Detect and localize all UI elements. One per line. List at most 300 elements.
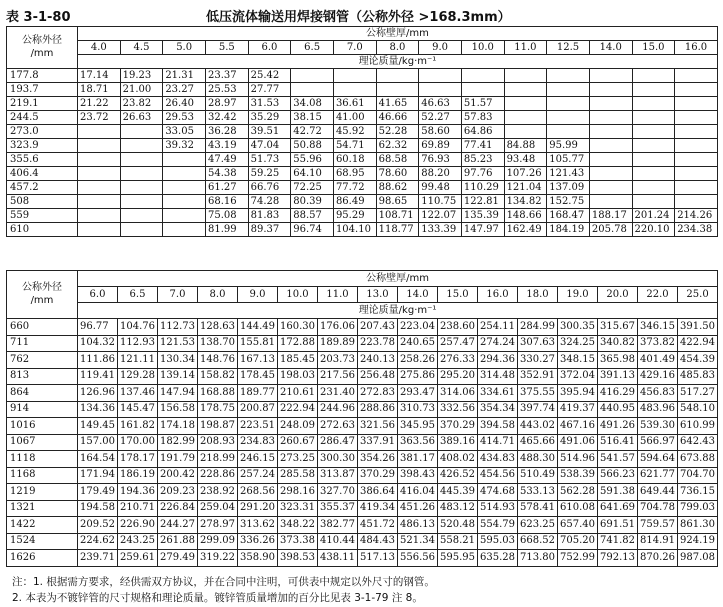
- thickness-cell: 6.5: [291, 41, 334, 55]
- mass-cell: [333, 83, 376, 97]
- thickness-cell: 11.0: [504, 41, 547, 55]
- mass-cell: 375.55: [518, 385, 558, 402]
- mass-cell: 110.75: [419, 195, 462, 209]
- mass-cell: [632, 139, 675, 153]
- mass-cell: 47.49: [205, 153, 248, 167]
- table-row: [7, 97, 718, 111]
- table-row: [7, 352, 718, 369]
- mass-cell: 259.04: [198, 500, 238, 517]
- od-cell: 1067: [7, 434, 78, 451]
- mass-cell: [163, 209, 206, 223]
- mass-cell: 139.14: [158, 368, 198, 385]
- mass-cell: [675, 111, 718, 125]
- mass-cell: 228.86: [198, 467, 238, 484]
- mass-cell: [589, 181, 632, 195]
- mass-cell: 152.75: [547, 195, 590, 209]
- mass-cell: 533.13: [518, 484, 558, 501]
- mass-cell: 222.94: [278, 401, 318, 418]
- od-cell: 1626: [7, 550, 78, 567]
- mass-cell: 517.13: [358, 550, 398, 567]
- mass-cell: 119.41: [78, 368, 118, 385]
- mass-cell: 554.79: [478, 517, 518, 534]
- mass-cell: 217.56: [318, 368, 358, 385]
- mass-cell: 704.70: [678, 467, 718, 484]
- thickness-cell: 19.0: [558, 287, 598, 303]
- thickness-cell: 14.0: [398, 287, 438, 303]
- thickness-cell: 20.0: [598, 287, 638, 303]
- thickness-cell: 4.0: [78, 41, 121, 55]
- mass-cell: 88.62: [376, 181, 419, 195]
- od-cell: 711: [7, 335, 78, 352]
- table-number: 表 3-1-80: [6, 10, 71, 25]
- mass-cell: 258.26: [398, 352, 438, 369]
- mass-cell: 220.10: [632, 223, 675, 237]
- mass-cell: 741.82: [598, 533, 638, 550]
- note-1: 注：1. 根据需方要求，经供需双方协议，并在合同中注明，可供表中规定以外尺寸的钢管。: [12, 576, 435, 588]
- mass-cell: 313.62: [238, 517, 278, 534]
- table-row: [7, 418, 718, 435]
- mass-cell: 200.87: [238, 401, 278, 418]
- mass-cell: 74.28: [248, 195, 291, 209]
- mass-cell: 66.76: [248, 181, 291, 195]
- mass-cell: 21.22: [78, 97, 121, 111]
- thickness-cell: 8.0: [376, 41, 419, 55]
- mass-cell: 285.58: [278, 467, 318, 484]
- mass-cell: 372.04: [558, 368, 598, 385]
- title-row: [6, 4, 717, 24]
- mass-cell: 104.10: [333, 223, 376, 237]
- mass-cell: 704.78: [638, 500, 678, 517]
- mass-cell: 248.09: [278, 418, 318, 435]
- mass-cell: 42.72: [291, 125, 334, 139]
- mass-cell: 38.15: [291, 111, 334, 125]
- mass-cell: 256.48: [358, 368, 398, 385]
- mass-cell: 176.06: [318, 319, 358, 336]
- thickness-cell: 15.0: [632, 41, 675, 55]
- mass-cell: 45.92: [333, 125, 376, 139]
- table-row: [7, 467, 718, 484]
- mass-cell: [163, 181, 206, 195]
- header-row: [7, 27, 718, 41]
- mass-cell: 112.93: [118, 335, 158, 352]
- mass-cell: 397.74: [518, 401, 558, 418]
- mass-cell: 95.99: [547, 139, 590, 153]
- table-row: [7, 139, 718, 153]
- mass-cell: 398.43: [398, 467, 438, 484]
- mass-cell: [120, 181, 163, 195]
- mass-cell: 80.39: [291, 195, 334, 209]
- mass-cell: 224.62: [78, 533, 118, 550]
- wall-thickness-header: 公称壁厚/mm: [78, 271, 718, 287]
- od-cell: 355.6: [7, 153, 78, 167]
- mass-cell: [504, 83, 547, 97]
- mass-cell: 408.02: [438, 451, 478, 468]
- mass-cell: 257.24: [238, 467, 278, 484]
- mass-cell: [547, 69, 590, 83]
- mass-cell: 365.98: [598, 352, 638, 369]
- table-row: [7, 335, 718, 352]
- mass-cell: 307.63: [518, 335, 558, 352]
- mass-cell: 25.42: [248, 69, 291, 83]
- mass-cell: 51.57: [461, 97, 504, 111]
- mass-cell: 147.94: [158, 385, 198, 402]
- mass-cell: 286.47: [318, 434, 358, 451]
- mass-cell: 178.75: [198, 401, 238, 418]
- mass-cell: 126.96: [78, 385, 118, 402]
- mass-cell: 46.66: [376, 111, 419, 125]
- od-header-unit: /mm: [30, 295, 54, 306]
- mass-cell: 226.84: [158, 500, 198, 517]
- od-cell: 508: [7, 195, 78, 209]
- mass-cell: 485.83: [678, 368, 718, 385]
- mass-cell: 240.13: [358, 352, 398, 369]
- mass-cell: 419.37: [558, 401, 598, 418]
- mass-cell: 210.71: [118, 500, 158, 517]
- mass-cell: [419, 83, 462, 97]
- mass-cell: 158.82: [198, 368, 238, 385]
- mass-cell: 57.83: [461, 111, 504, 125]
- mass-cell: 354.26: [358, 451, 398, 468]
- mass-cell: 276.33: [438, 352, 478, 369]
- mass-cell: 128.63: [198, 319, 238, 336]
- mass-cell: [675, 83, 718, 97]
- mass-cell: [675, 69, 718, 83]
- mass-cell: 395.94: [558, 385, 598, 402]
- mass-cell: 234.83: [238, 434, 278, 451]
- mass-cell: [504, 111, 547, 125]
- mass-cell: 97.76: [461, 167, 504, 181]
- mass-cell: 610.08: [558, 500, 598, 517]
- od-cell: 457.2: [7, 181, 78, 195]
- mass-cell: 591.38: [598, 484, 638, 501]
- od-cell: 193.7: [7, 83, 78, 97]
- table-title: 低压流体输送用焊接钢管（公称外径 >168.3mm）: [206, 10, 511, 25]
- mass-cell: 345.95: [398, 418, 438, 435]
- mass-cell: 691.51: [598, 517, 638, 534]
- thickness-cell: 5.5: [205, 41, 248, 55]
- mass-cell: 189.89: [318, 335, 358, 352]
- mass-cell: 137.46: [118, 385, 158, 402]
- mass-cell: 278.97: [198, 517, 238, 534]
- mass-cell: 514.96: [558, 451, 598, 468]
- notes: [12, 574, 435, 606]
- mass-cell: 33.05: [163, 125, 206, 139]
- pipe-table-part2: [6, 270, 718, 567]
- mass-cell: 155.81: [238, 335, 278, 352]
- mass-cell: 108.71: [376, 209, 419, 223]
- mass-cell: 736.15: [678, 484, 718, 501]
- od-cell: 1321: [7, 500, 78, 517]
- mass-cell: 68.58: [376, 153, 419, 167]
- mass-cell: 398.53: [278, 550, 318, 567]
- mass-cell: 870.26: [638, 550, 678, 567]
- mass-cell: 168.88: [198, 385, 238, 402]
- mass-cell: 416.29: [598, 385, 638, 402]
- mass-cell: 207.43: [358, 319, 398, 336]
- mass-cell: 294.36: [478, 352, 518, 369]
- thickness-cell: 13.0: [358, 287, 398, 303]
- mass-cell: [632, 69, 675, 83]
- mass-cell: 184.19: [547, 223, 590, 237]
- mass-cell: 209.23: [158, 484, 198, 501]
- mass-cell: 260.67: [278, 434, 318, 451]
- mass-cell: 26.63: [120, 111, 163, 125]
- mass-cell: 122.81: [461, 195, 504, 209]
- mass-cell: 111.86: [78, 352, 118, 369]
- mass-cell: 96.77: [78, 319, 118, 336]
- od-cell: 864: [7, 385, 78, 402]
- mass-cell: [120, 125, 163, 139]
- mass-cell: 223.51: [238, 418, 278, 435]
- mass-cell: 121.53: [158, 335, 198, 352]
- mass-cell: [78, 139, 121, 153]
- mass-cell: 39.32: [163, 139, 206, 153]
- mass-cell: [78, 195, 121, 209]
- mass-cell: 35.29: [248, 111, 291, 125]
- mass-cell: [632, 111, 675, 125]
- mass-cell: 491.06: [558, 434, 598, 451]
- mass-cell: 310.73: [398, 401, 438, 418]
- mass-cell: 340.82: [598, 335, 638, 352]
- table-row: [7, 69, 718, 83]
- mass-cell: 314.48: [478, 368, 518, 385]
- mass-cell: 244.96: [318, 401, 358, 418]
- mass-cell: 321.56: [358, 418, 398, 435]
- mass-cell: 51.73: [248, 153, 291, 167]
- mass-cell: 78.60: [376, 167, 419, 181]
- mass-cell: [675, 167, 718, 181]
- mass-cell: 642.43: [678, 434, 718, 451]
- mass-cell: 514.93: [478, 500, 518, 517]
- mass-cell: 324.25: [558, 335, 598, 352]
- od-cell: 660: [7, 319, 78, 336]
- mass-cell: 268.56: [238, 484, 278, 501]
- mass-cell: 118.77: [376, 223, 419, 237]
- mass-cell: 170.00: [118, 434, 158, 451]
- table-row: [7, 111, 718, 125]
- mass-cell: 198.03: [278, 368, 318, 385]
- mass-cell: [291, 83, 334, 97]
- mass-cell: 29.53: [163, 111, 206, 125]
- mass-cell: 46.63: [419, 97, 462, 111]
- mass-cell: 274.24: [478, 335, 518, 352]
- mass-cell: [78, 181, 121, 195]
- mass-cell: [78, 209, 121, 223]
- mass-cell: 99.48: [419, 181, 462, 195]
- mass-cell: 284.99: [518, 319, 558, 336]
- mass-cell: 93.48: [504, 153, 547, 167]
- mass-cell: [78, 223, 121, 237]
- mass-cell: 483.96: [638, 401, 678, 418]
- mass-cell: 382.77: [318, 517, 358, 534]
- mass-cell: 673.88: [678, 451, 718, 468]
- mass-cell: [632, 195, 675, 209]
- mass-cell: 429.16: [638, 368, 678, 385]
- mass-cell: 26.40: [163, 97, 206, 111]
- mass-cell: [632, 181, 675, 195]
- note-2: 2. 本表为不镀锌管的尺寸规格和理论质量。镀锌管质量增加的百分比见表 3-1-79 注 8。: [12, 592, 423, 604]
- mass-cell: [632, 125, 675, 139]
- mass-cell: 17.14: [78, 69, 121, 83]
- mass-cell: 60.18: [333, 153, 376, 167]
- mass-cell: 76.93: [419, 153, 462, 167]
- mass-cell: 348.22: [278, 517, 318, 534]
- mass-cell: 419.34: [358, 500, 398, 517]
- mass-cell: 238.92: [198, 484, 238, 501]
- mass-cell: 391.50: [678, 319, 718, 336]
- mass-cell: 391.13: [598, 368, 638, 385]
- mass-cell: [78, 153, 121, 167]
- mass-cell: 182.99: [158, 434, 198, 451]
- mass-cell: [632, 83, 675, 97]
- mass-cell: 416.04: [398, 484, 438, 501]
- mass-cell: 334.61: [478, 385, 518, 402]
- thickness-cell: 11.0: [318, 287, 358, 303]
- thickness-cell: 5.0: [163, 41, 206, 55]
- od-cell: 1118: [7, 451, 78, 468]
- mass-cell: 50.88: [291, 139, 334, 153]
- mass-cell: 623.25: [518, 517, 558, 534]
- mass-cell: 198.87: [198, 418, 238, 435]
- mass-cell: 257.47: [438, 335, 478, 352]
- mass-cell: 323.31: [278, 500, 318, 517]
- mass-cell: 300.35: [558, 319, 598, 336]
- mass-cell: 160.30: [278, 319, 318, 336]
- mass-cell: 134.82: [504, 195, 547, 209]
- mass-cell: 64.86: [461, 125, 504, 139]
- thickness-cell: 14.0: [589, 41, 632, 55]
- table-row: [7, 319, 718, 336]
- mass-cell: 194.36: [118, 484, 158, 501]
- mass-cell: 246.15: [238, 451, 278, 468]
- mass-cell: 566.23: [598, 467, 638, 484]
- mass-cell: [675, 195, 718, 209]
- mass-cell: 635.28: [478, 550, 518, 567]
- mass-header-row: [7, 303, 718, 319]
- mass-cell: 814.91: [638, 533, 678, 550]
- table-row: [7, 83, 718, 97]
- mass-cell: 214.26: [675, 209, 718, 223]
- mass-cell: 86.49: [333, 195, 376, 209]
- mass-cell: 275.86: [398, 368, 438, 385]
- mass-cell: 713.80: [518, 550, 558, 567]
- mass-cell: 295.20: [438, 368, 478, 385]
- mass-cell: 272.83: [358, 385, 398, 402]
- mass-cell: 451.26: [398, 500, 438, 517]
- mass-cell: [589, 125, 632, 139]
- table-row: [7, 484, 718, 501]
- mass-cell: 58.60: [419, 125, 462, 139]
- pipe-table-part1: [6, 26, 718, 237]
- mass-cell: 134.36: [78, 401, 118, 418]
- mass-cell: 538.39: [558, 467, 598, 484]
- mass-cell: 759.57: [638, 517, 678, 534]
- mass-cell: 861.30: [678, 517, 718, 534]
- mass-cell: 52.27: [419, 111, 462, 125]
- mass-cell: 456.83: [638, 385, 678, 402]
- od-header: [7, 271, 78, 319]
- mass-cell: 327.70: [318, 484, 358, 501]
- mass-cell: 578.41: [518, 500, 558, 517]
- thickness-cell: 10.0: [278, 287, 318, 303]
- mass-cell: 54.71: [333, 139, 376, 153]
- mass-cell: [163, 223, 206, 237]
- mass-cell: 293.47: [398, 385, 438, 402]
- mass-cell: 36.61: [333, 97, 376, 111]
- mass-cell: [632, 167, 675, 181]
- mass-cell: 443.02: [518, 418, 558, 435]
- mass-cell: 799.03: [678, 500, 718, 517]
- mass-cell: 75.08: [205, 209, 248, 223]
- mass-cell: 218.99: [198, 451, 238, 468]
- mass-cell: 595.03: [478, 533, 518, 550]
- mass-cell: 386.64: [358, 484, 398, 501]
- mass-cell: 104.76: [118, 319, 158, 336]
- mass-cell: 21.31: [163, 69, 206, 83]
- mass-cell: 105.77: [547, 153, 590, 167]
- mass-cell: 110.29: [461, 181, 504, 195]
- mass-cell: 641.69: [598, 500, 638, 517]
- mass-cell: 156.58: [158, 401, 198, 418]
- thickness-cell: 9.0: [419, 41, 462, 55]
- mass-cell: 148.66: [504, 209, 547, 223]
- mass-cell: 41.00: [333, 111, 376, 125]
- mass-cell: 95.29: [333, 209, 376, 223]
- table-row: [7, 550, 718, 567]
- mass-cell: [120, 195, 163, 209]
- mass-cell: 107.26: [504, 167, 547, 181]
- thickness-cell: 25.0: [678, 287, 718, 303]
- mass-cell: 77.72: [333, 181, 376, 195]
- mass-cell: 410.44: [318, 533, 358, 550]
- mass-cell: 358.90: [238, 550, 278, 567]
- mass-cell: 389.16: [438, 434, 478, 451]
- mass-cell: 62.32: [376, 139, 419, 153]
- mass-cell: 137.09: [547, 181, 590, 195]
- mass-cell: 792.13: [598, 550, 638, 567]
- mass-cell: 138.70: [198, 335, 238, 352]
- mass-cell: 98.65: [376, 195, 419, 209]
- mass-cell: 315.67: [598, 319, 638, 336]
- mass-cell: 185.45: [278, 352, 318, 369]
- mass-cell: [547, 111, 590, 125]
- mass-cell: 84.88: [504, 139, 547, 153]
- mass-cell: 243.25: [118, 533, 158, 550]
- mass-cell: 336.26: [238, 533, 278, 550]
- mass-cell: 21.00: [120, 83, 163, 97]
- mass-cell: 85.23: [461, 153, 504, 167]
- mass-cell: [589, 69, 632, 83]
- mass-cell: 924.19: [678, 533, 718, 550]
- thickness-cell: 16.0: [675, 41, 718, 55]
- mass-cell: 566.97: [638, 434, 678, 451]
- mass-cell: 488.30: [518, 451, 558, 468]
- mass-cell: 401.49: [638, 352, 678, 369]
- thickness-cell: 16.0: [478, 287, 518, 303]
- mass-cell: 122.07: [419, 209, 462, 223]
- mass-cell: 144.49: [238, 319, 278, 336]
- mass-cell: 373.38: [278, 533, 318, 550]
- mass-cell: [78, 167, 121, 181]
- od-cell: 273.0: [7, 125, 78, 139]
- mass-cell: 61.27: [205, 181, 248, 195]
- od-cell: 323.9: [7, 139, 78, 153]
- mass-cell: 288.86: [358, 401, 398, 418]
- thickness-cell: 15.0: [438, 287, 478, 303]
- mass-cell: 104.32: [78, 335, 118, 352]
- mass-cell: 68.95: [333, 167, 376, 181]
- mass-cell: 426.52: [438, 467, 478, 484]
